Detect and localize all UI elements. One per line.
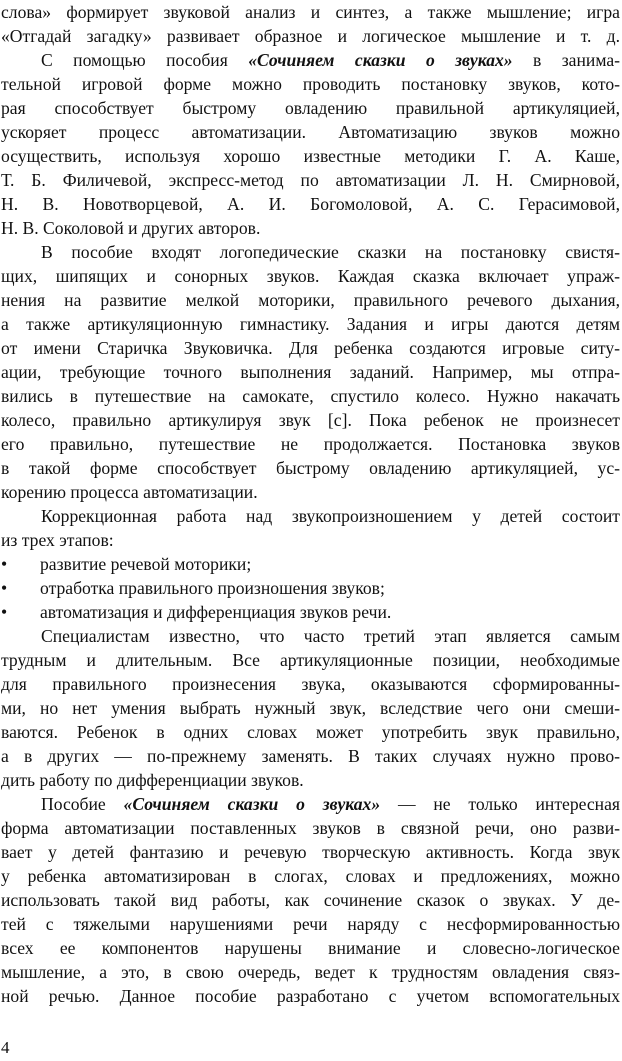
text-line: ной речью. Данное пособие разработано с учетом вспомогательных (1, 986, 620, 1006)
text-line: Т. Б. Филичевой, экспресс-метод по автоматизации Л. Н. Смирновой, (1, 170, 620, 190)
text-line (1, 792, 620, 816)
text-line: от имени Старичка Звуковичка. Для ребенка создаются игровые ситу- (1, 338, 620, 358)
text-line: ми, но нет умения выбрать нужный звук, вследствие чего они смеши- (1, 698, 620, 718)
text-line: его правильно, путешествие не продолжается. Постановка звуков (1, 434, 620, 454)
text-line: использовать такой вид работы, как сочинение сказок о звуках. У де- (1, 890, 620, 910)
text-line: вились в путешествие на самокате, спустило колесо. Нужно накачать (1, 386, 620, 406)
text-line: дить работу по дифференциации звуков. (1, 770, 304, 790)
text-segment: — не только интересная (380, 794, 620, 814)
book-title: «Сочиняем сказки о звуках» (123, 794, 381, 814)
text-line: щих, шипящих и сонорных звуков. Каждая сказка включает упраж- (1, 266, 620, 286)
text-segment: в занима- (512, 50, 620, 70)
text-segment: Пособие (41, 794, 124, 814)
text-line: корению процесса автоматизации. (1, 482, 258, 502)
text-line: колесо, правильно артикулируя звук [с]. Пока ребенок не произнесет (1, 410, 620, 430)
text-line: нения на развитие мелкой моторики, правильного речевого дыхания, (1, 290, 620, 310)
bullet-list-item (1, 552, 620, 576)
bullet-marker: • (1, 602, 8, 622)
text-segment: С помощью пособия (41, 50, 249, 70)
text-line: ваются. Ребенок в одних словах может употребить звук правильно, (1, 722, 620, 742)
text-line: вает у детей фантазию и речевую творческую активность. Когда звук (1, 842, 620, 862)
bullet-list-item (1, 576, 620, 600)
text-line: Н. В. Соколовой и других авторов. (1, 218, 261, 238)
text-line: трудным и длительным. Все артикуляционные позиции, необходимые (1, 650, 620, 670)
text-line: а в других — по-прежнему заменять. В таких случаях нужно прово- (1, 746, 620, 766)
bullet-marker: • (1, 554, 8, 574)
bullet-text: автоматизация и дифференциация звуков речи. (40, 602, 392, 622)
text-line: а также артикуляционную гимнастику. Задания и игры даются детям (1, 314, 620, 334)
bullet-text: отработка правильного произношения звуков; (40, 578, 385, 598)
text-line: из трех этапов: (1, 530, 114, 550)
text-line: в такой форме способствует быстрому овладению артикуляцией, ус- (1, 458, 620, 478)
text-line: рая способствует быстрому овладению правильной артикуляцией, (1, 98, 620, 118)
text-line: Н. В. Новотворцевой, А. И. Богомоловой, А. С. Герасимовой, (1, 194, 620, 214)
text-line: ускоряет процесс автоматизации. Автоматизацию звуков можно (1, 122, 620, 142)
text-line: у ребенка автоматизирован в слогах, словах и предложениях, можно (1, 866, 620, 886)
book-title: «Сочиняем сказки о звуках» (248, 50, 513, 70)
text-line: слова» формирует звуковой анализ и синтез, а также мышление; игра (1, 2, 620, 22)
text-line: осуществить, используя хорошо известные методики Г. А. Каше, (1, 146, 620, 166)
text-line: «Отгадай загадку» развивает образное и логическое мышление и т. д. (1, 26, 620, 46)
text-line (1, 48, 620, 72)
text-line: всех ее компонентов нарушены внимание и словесно-логическое (1, 938, 620, 958)
text-line: тей с тяжелыми нарушениями речи наряду с несформированностью (1, 914, 620, 934)
text-line: мышление, а это, в свою очередь, ведет к трудностям овладения связ- (1, 962, 620, 982)
text-line: тельной игровой форме можно проводить постановку звуков, кото- (1, 74, 620, 94)
page-body-text (1, 0, 620, 1008)
page-number: 4 (1, 1038, 10, 1057)
bullet-marker: • (1, 578, 8, 598)
text-line: ации, требующие точного выполнения заданий. Например, мы отпра- (1, 362, 620, 382)
text-line: для правильного произнесения звука, оказываются сформированны- (1, 674, 620, 694)
text-line: Коррекционная работа над звукопроизношением у детей состоит (41, 506, 620, 526)
text-line: В пособие входят логопедические сказки на постановку свистя- (41, 242, 620, 262)
text-line: форма автоматизации поставленных звуков в связной речи, оно разви- (1, 818, 620, 838)
text-line: Специалистам известно, что часто третий этап является самым (41, 626, 620, 646)
bullet-text: развитие речевой моторики; (40, 554, 252, 574)
bullet-list-item (1, 600, 620, 624)
